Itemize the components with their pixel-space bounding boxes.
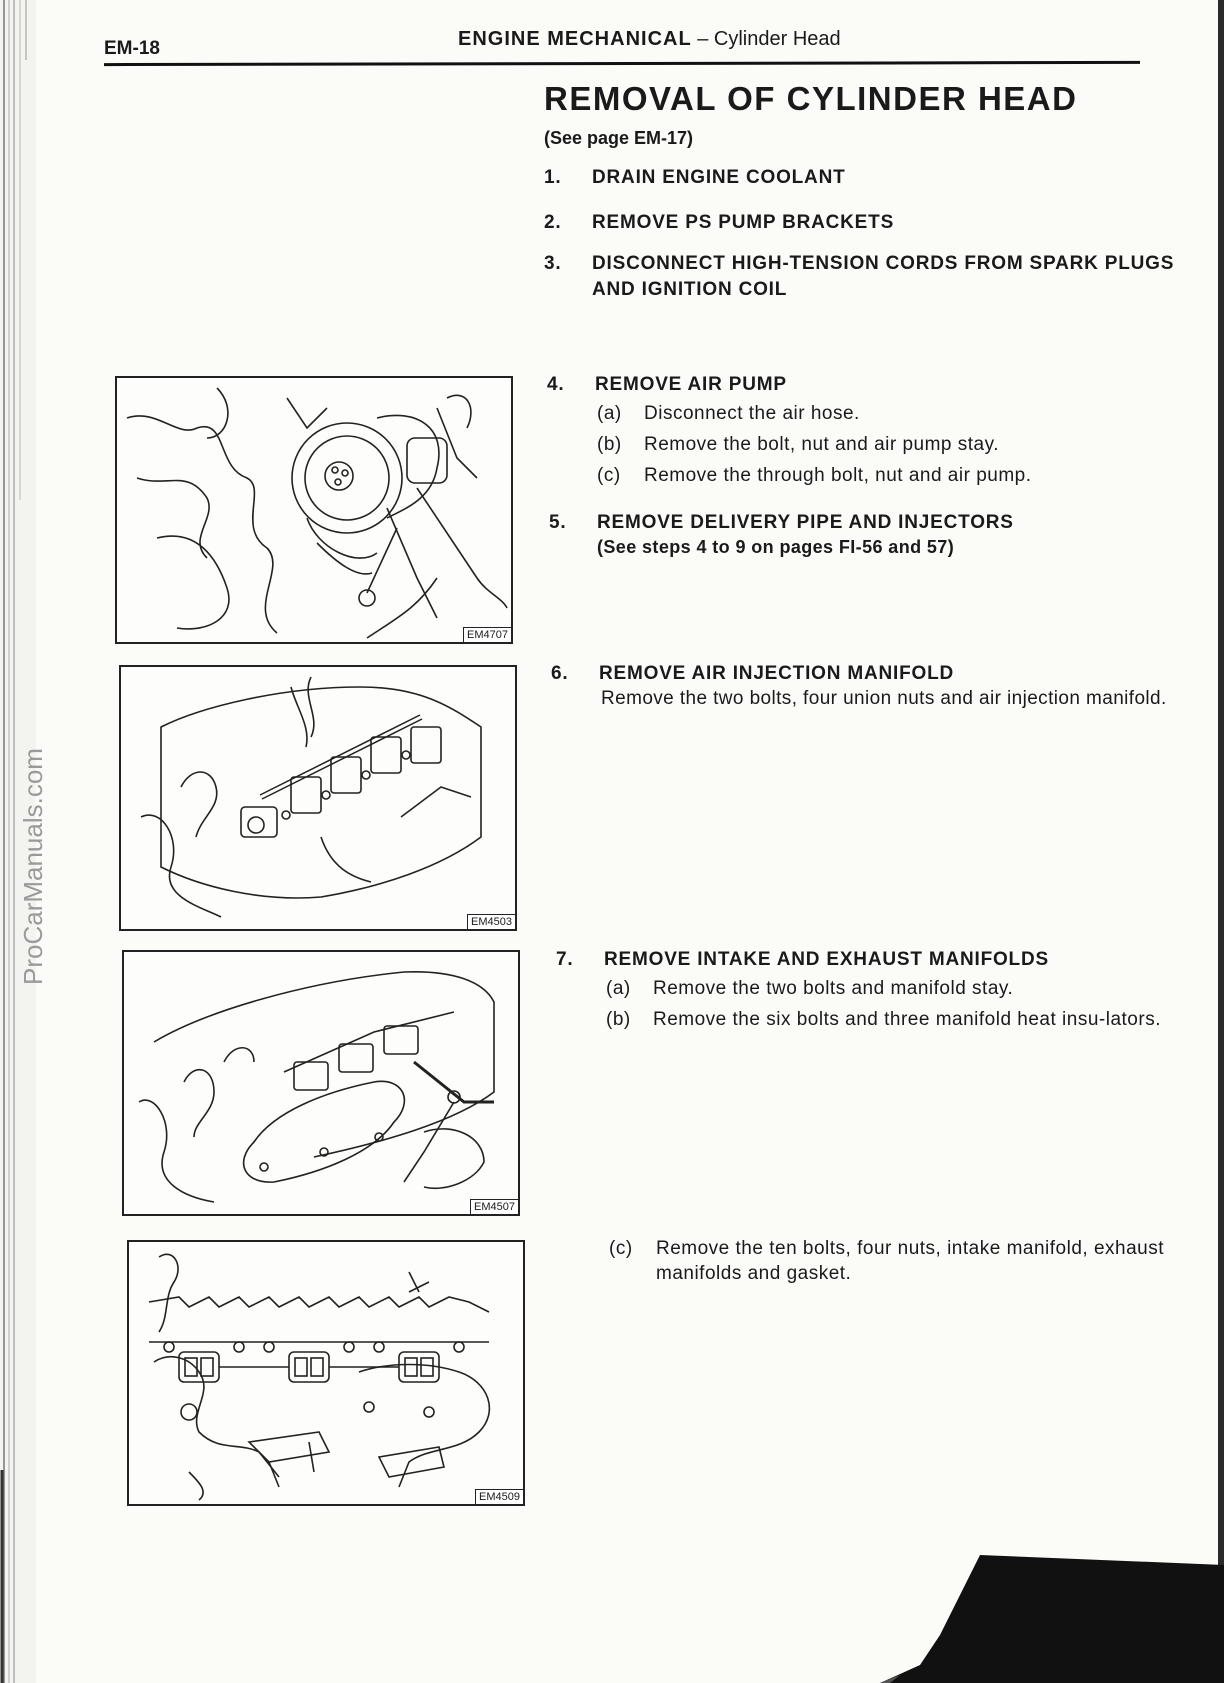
step-number: 7. [556, 949, 574, 970]
manifolds-illustration [129, 1242, 523, 1504]
step-6-body: Remove the two bolts, four union nuts and air injection manifold. [601, 688, 1167, 709]
substep-text: Remove the six bolts and three manifold heat insu-lators. [653, 1009, 1161, 1030]
step-5-reference: (See steps 4 to 9 on pages FI-56 and 57) [597, 537, 955, 557]
figure-air-pump [115, 376, 513, 644]
step-heading: DISCONNECT HIGH-TENSION CORDS FROM SPARK PLUGS AND IGNITION COIL [592, 253, 1175, 300]
figure-air-injection-manifold [119, 665, 517, 931]
page-number: EM-18 [104, 38, 160, 59]
step-heading: REMOVE AIR PUMP [595, 374, 787, 395]
air-injection-manifold-illustration [121, 667, 515, 929]
substep-text: Remove the bolt, nut and air pump stay. [644, 434, 999, 455]
substep-text: Remove the ten bolts, four nuts, intake manifold, exhaust manifolds and gasket. [656, 1238, 1164, 1284]
header-separator: – [691, 28, 714, 50]
header-section: ENGINE MECHANICAL [458, 28, 692, 50]
step-number: 3. [544, 253, 562, 274]
substep-text: Disconnect the air hose. [644, 403, 860, 424]
substep-label: (a) [606, 978, 631, 999]
air-pump-illustration [117, 378, 511, 642]
substep-label: (a) [597, 403, 622, 424]
step-number: 6. [551, 663, 569, 684]
step-number: 5. [549, 512, 567, 533]
manifold-stay-illustration [124, 952, 518, 1214]
step-heading: REMOVE PS PUMP BRACKETS [592, 212, 895, 233]
see-page-reference: (See page EM-17) [544, 128, 694, 148]
watermark: ProCarManuals.com [18, 748, 48, 985]
figure-code: EM4503 [467, 914, 515, 929]
scan-shadow [880, 1555, 1224, 1683]
substep-text: Remove the through bolt, nut and air pump. [644, 465, 1032, 486]
figure-manifold-stay [122, 950, 520, 1216]
page-title: REMOVAL OF CYLINDER HEAD [544, 80, 1078, 117]
step-heading: REMOVE INTAKE AND EXHAUST MANIFOLDS [604, 949, 1049, 970]
substep-label: (c) [609, 1238, 633, 1259]
step-heading: REMOVE AIR INJECTION MANIFOLD [599, 663, 955, 684]
header-subsection: Cylinder Head [713, 28, 841, 50]
header-rule [104, 61, 1140, 66]
step-number: 1. [544, 167, 562, 188]
step-number: 2. [544, 212, 562, 233]
step-heading: DRAIN ENGINE COOLANT [592, 167, 846, 188]
scan-right-edge [1218, 0, 1224, 1683]
step-heading: REMOVE DELIVERY PIPE AND INJECTORS [597, 512, 1014, 533]
running-header [458, 28, 841, 51]
substep-label: (c) [597, 465, 621, 486]
figure-code: EM4507 [470, 1199, 518, 1214]
figure-intake-exhaust-manifolds [127, 1240, 525, 1506]
figure-code: EM4707 [463, 627, 511, 642]
substep-text: Remove the two bolts and manifold stay. [653, 978, 1014, 999]
step-number: 4. [547, 374, 565, 395]
figure-code: EM4509 [475, 1489, 523, 1504]
substep-label: (b) [606, 1009, 631, 1030]
substep-label: (b) [597, 434, 622, 455]
